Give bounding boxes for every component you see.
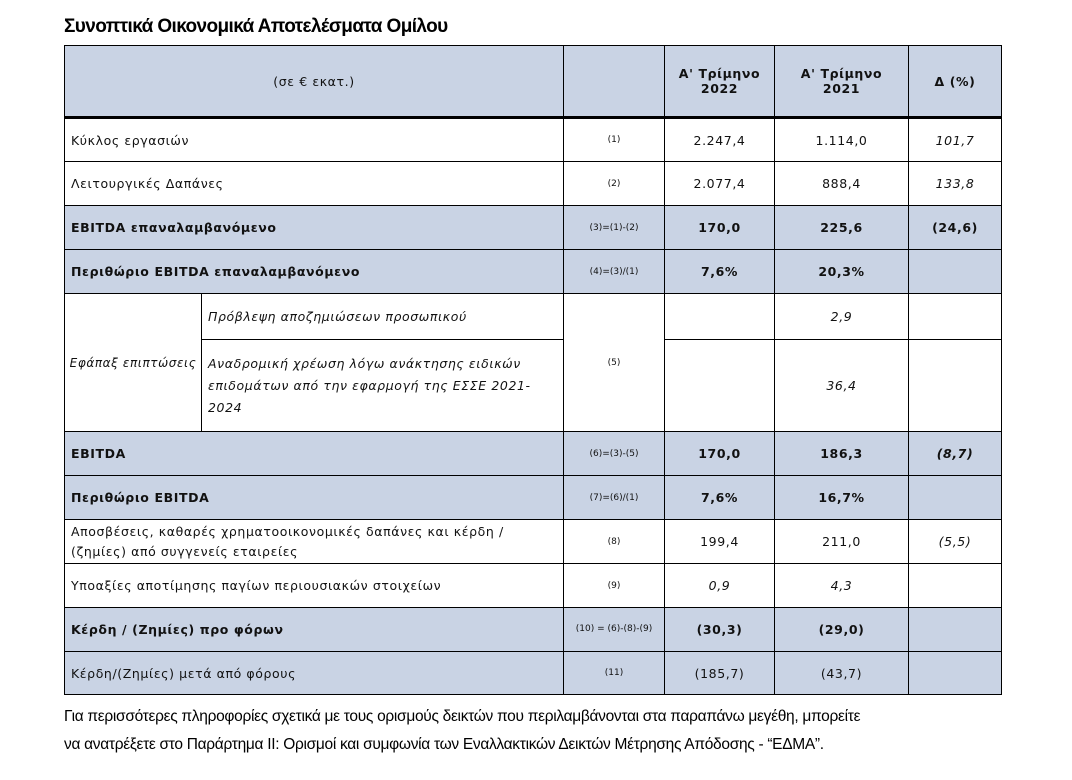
table-header-row	[65, 46, 1002, 118]
ref-header	[564, 46, 665, 118]
table-row-ebitda-recurring: EBITDA επαναλαμβανόμενο (3)=(1)-(2) 170,0 225,6 (24,6)	[65, 206, 1002, 250]
table-row-eat: Κέρδη/(Ζημίες) μετά από φόρους (11) (185,7) (43,7)	[65, 652, 1002, 695]
col-2021-header: Α' Τρίμηνο 2021	[775, 46, 909, 118]
table-row-revenue: Κύκλος εργασιών (1) 2.247,4 1.114,0 101,7	[65, 118, 1002, 162]
unit-header: (σε € εκατ.)	[65, 46, 564, 118]
financial-results-table	[64, 45, 1002, 695]
one-off-group-label: Εφάπαξ επιπτώσεις	[65, 294, 202, 432]
delta-header: Δ (%)	[909, 46, 1002, 118]
table-row-margin: Περιθώριο EBITDA (7)=(6)/(1) 7,6% 16,7%	[65, 476, 1002, 520]
table-row-one-off-1: Εφάπαξ επιπτώσεις Πρόβλεψη αποζημιώσεων προσωπικού (5) 2,9	[65, 294, 1002, 340]
table-row-ebt: Κέρδη / (Ζημίες) προ φόρων (10) = (6)-(8)-(9) (30,3) (29,0)	[65, 608, 1002, 652]
page-title: Συνοπτικά Οικονομικά Αποτελέσματα Ομίλου	[64, 16, 448, 37]
table-row-impairment: Υποαξίες αποτίμησης παγίων περιουσιακών στοιχείων (9) 0,9 4,3	[65, 564, 1002, 608]
table-row-margin-recurring: Περιθώριο EBITDA επαναλαμβανόμενο (4)=(3)/(1) 7,6% 20,3%	[65, 250, 1002, 294]
table-row-one-off-2: Αναδρομική χρέωση λόγω ανάκτησης ειδικών επιδομάτων από την εφαρμογή της ΕΣΣΕ 2021-2024 36,4	[65, 340, 1002, 432]
col-2022-header: Α' Τρίμηνο 2022	[665, 46, 775, 118]
table-row-depreciation: Αποσβέσεις, καθαρές χρηματοοικονομικές δαπάνες και κέρδη / (ζημίες) από συγγενείς εταιρείες (8) 199,4 211,0 (5,5)	[65, 520, 1002, 564]
table-row-ebitda: EBITDA (6)=(3)-(5) 170,0 186,3 (8,7)	[65, 432, 1002, 476]
table-row-opex: Λειτουργικές Δαπάνες (2) 2.077,4 888,4 133,8	[65, 162, 1002, 206]
footnote: Για περισσότερες πληροφορίες σχετικά με τους ορισμούς δεικτών που περιλαμβάνονται στα παραπάνω μεγέθη, μπορείτε να ανατρέξετε στο Παράρτημα ΙΙ: Ορισμοί και συμφωνία των Εναλλακτικών Δεικτών Μέτρησης Απόδοσης - “ΕΔΜΑ”.	[64, 708, 861, 753]
